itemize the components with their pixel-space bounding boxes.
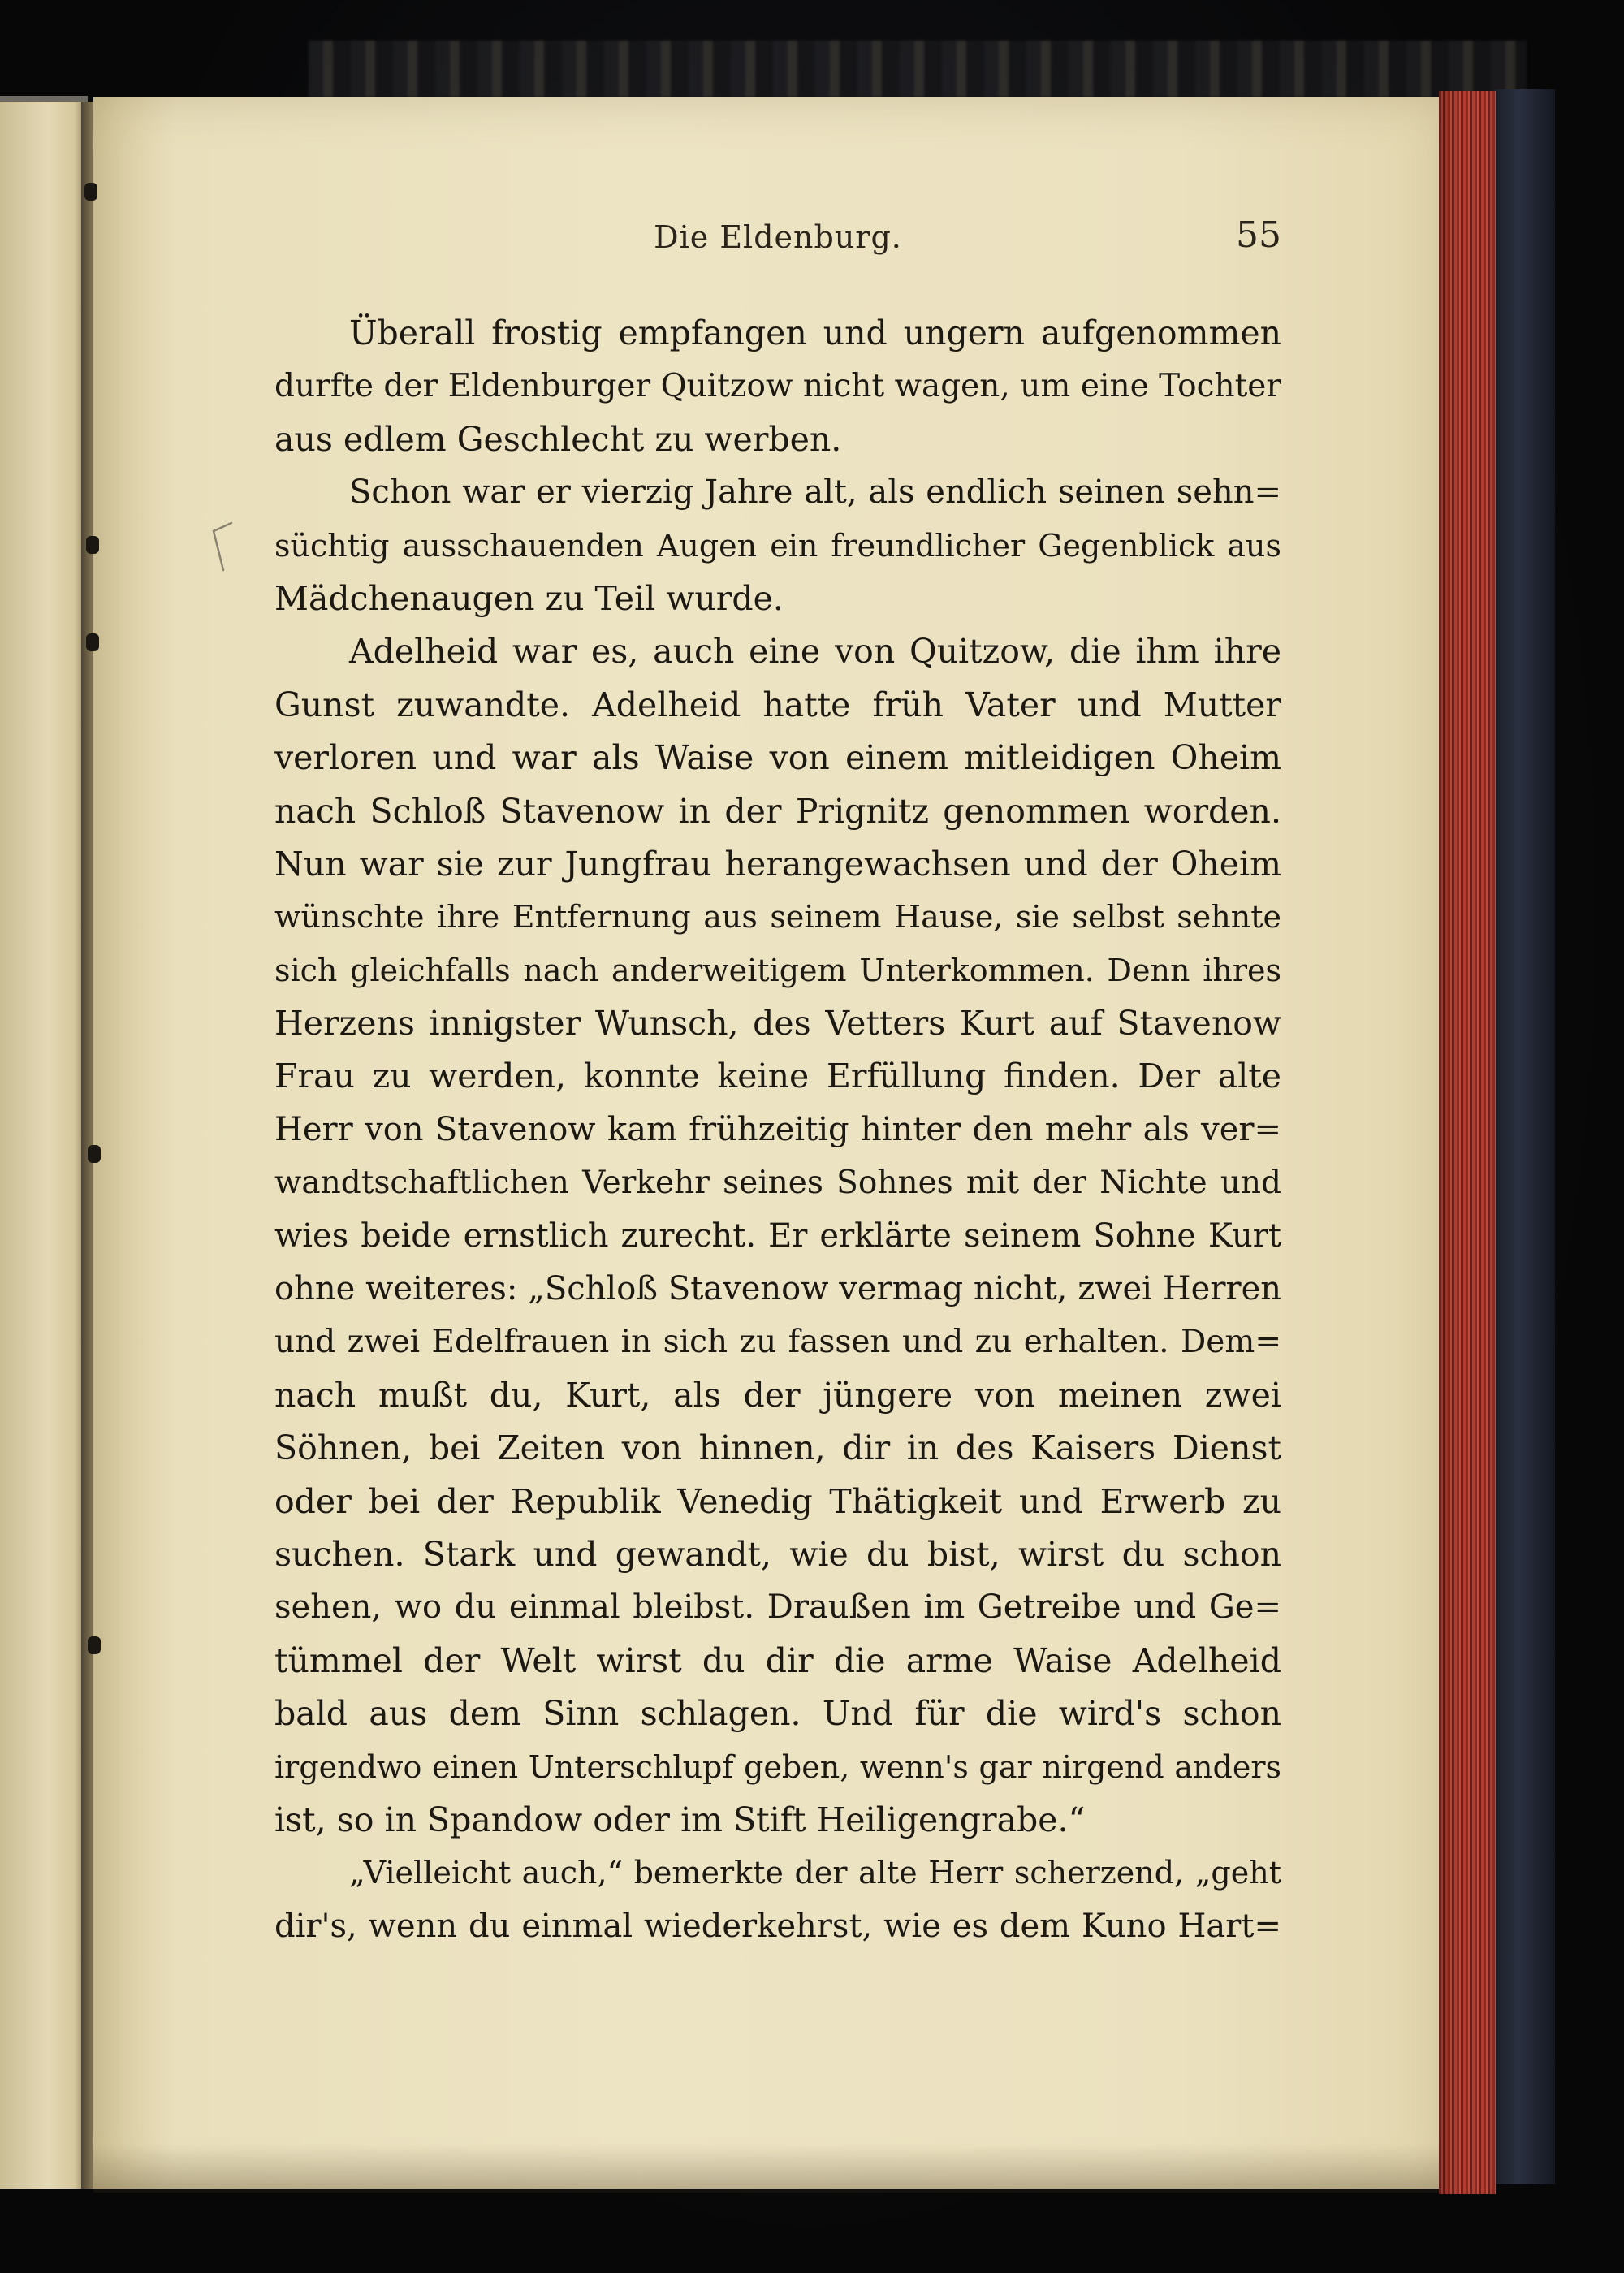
text-line: sich gleichfalls nach anderweitigem Unterkommen. Denn ihres [274, 952, 1281, 988]
text-line: wies beide ernstlich zurecht. Er erklärte seinem Sohne Kurt [274, 1216, 1281, 1255]
text-line: Söhnen, bei Zeiten von hinnen, dir in des Kaisers Dienst [274, 1428, 1281, 1468]
text-line: Nun war sie zur Jungfrau herangewachsen und der Oheim [274, 844, 1281, 884]
text-line: durfte der Eldenburger Quitzow nicht wagen, um eine Tochter [274, 368, 1281, 405]
text-line: wandtschaftlichen Verkehr seines Sohnes mit der Nichte und [274, 1165, 1281, 1202]
running-head-title: Die Eldenburg. [654, 219, 902, 255]
text-line: tümmel der Welt wirst du dir die arme Waise Adelheid [274, 1640, 1281, 1680]
text-line: dir's, wenn du einmal wiederkehrst, wie es dem Kuno Hart= [274, 1907, 1281, 1945]
fore-edge-shadow [1439, 91, 1455, 2194]
text-line: Überall frostig empfangen und ungern aufgenommen [349, 313, 1281, 352]
text-line: Herr von Stavenow kam frühzeitig hinter den mehr als ver= [274, 1110, 1281, 1148]
text-line: ohne weiteres: „Schloß Stavenow vermag nicht, zwei Herren [274, 1270, 1281, 1308]
text-line: wünschte ihre Entfernung aus seinem Hause, sie selbst sehnte [274, 899, 1281, 936]
binding-stitch [86, 633, 99, 651]
text-line: suchen. Stark und gewandt, wie du bist, wirst du schon [274, 1534, 1281, 1574]
text-line: ist, so in Spandow oder im Stift Heiligengrabe.“ [274, 1800, 1086, 1839]
left-facing-page [0, 102, 88, 2189]
binding-stitch [86, 536, 99, 554]
text-line: „Vielleicht auch,“ bemerkte der alte Herr scherzend, „geht [349, 1855, 1281, 1891]
text-line: oder bei der Republik Venedig Thätigkeit und Erwerb zu [274, 1481, 1281, 1521]
text-line: irgendwo einen Unterschlupf geben, wenn's gar nirgend anders [274, 1748, 1281, 1785]
binding-stitch [88, 1145, 101, 1163]
text-line: Frau zu werden, konnte keine Erfüllung finden. Der alte [274, 1057, 1281, 1096]
body-text [274, 307, 1281, 1953]
page-bottom-shadow [93, 2144, 1449, 2193]
text-line: Mädchenaugen zu Teil wurde. [274, 578, 784, 618]
book-cover-top-edge [309, 41, 1527, 97]
pencil-margin-mark [207, 520, 240, 577]
text-line: und zwei Edelfrauen in sich zu fassen und zu erhalten. Dem= [274, 1324, 1281, 1361]
text-line: verloren und war als Waise von einem mitleidigen Oheim [274, 738, 1281, 778]
text-line: Gunst zuwandte. Adelheid hatte früh Vater und Mutter [274, 685, 1281, 724]
running-head [274, 214, 1281, 276]
binding-stitch [88, 1636, 101, 1654]
text-line: bald aus dem Sinn schlagen. Und für die wird's schon [274, 1694, 1281, 1734]
text-line: nach Schloß Stavenow in der Prignitz genommen worden. [274, 791, 1281, 831]
text-line: süchtig ausschauenden Augen ein freundlicher Gegenblick aus [274, 527, 1281, 564]
text-line: Schon war er vierzig Jahre alt, als endlich seinen sehn= [349, 473, 1281, 512]
text-line: nach mußt du, Kurt, als der jüngere von meinen zwei [274, 1375, 1281, 1415]
text-line: Herzens innigster Wunsch, des Vetters Kurt auf Stavenow [274, 1004, 1281, 1044]
binding-stitch [84, 183, 97, 201]
text-line: aus edlem Geschlecht zu werben. [274, 419, 842, 459]
text-line: Adelheid war es, auch eine von Quitzow, die ihm ihre [349, 632, 1281, 672]
page-number: 55 [1236, 214, 1281, 256]
book-cover-right-edge [1494, 89, 1555, 2184]
text-line: sehen, wo du einmal bleibst. Draußen im Getreibe und Ge= [274, 1588, 1281, 1627]
